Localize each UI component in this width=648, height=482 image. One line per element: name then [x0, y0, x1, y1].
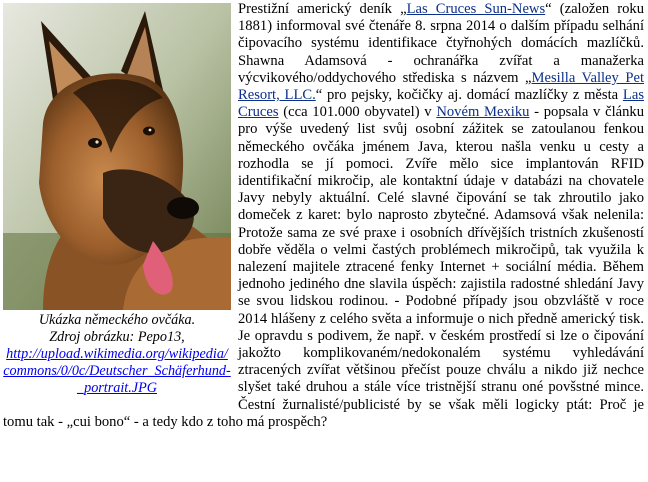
text-segment: Prestižní americký deník „ [238, 1, 407, 17]
figure [3, 3, 231, 397]
link-las-cruces[interactable]: Las Cruces [238, 87, 644, 121]
caption-source-link[interactable]: http://upload.wikimedia.org/wikipedia/commons/0/0c/Deutscher_Schäferhund-_portrait.JPG [3, 346, 231, 396]
caption-source: Zdroj obrázku: Pepo13, [49, 329, 185, 345]
article-page [3, 1, 644, 431]
figure-caption [3, 312, 231, 397]
caption-title: Ukázka německého ovčáka. [38, 312, 196, 328]
text-segment: “ (založen roku 1881) informoval své čtenáře 8. srpna 2014 o dalším případu selhání čipovacího systému identifikace čtyřnohých domácích mazlíčků. Shawna Adamsová - ochranářka zvířat a manažerka výcvikového/oddychového střediska s názvem „ [238, 1, 644, 86]
text-segment: - popsala v článku pro výše uvedený list svůj osobní zážitek se zatoulanou fenkou německého ovčáka jménem Java, kterou našla venku u cesty a rozhodla se jí pomoci. Zvíře mělo sice implantován RFID identifikační mikročip, ale kontaktní údaje v databázi na chovatele Javy nebyly aktuální. Celé slavné čipování se tak zhroutilo jako domeček z karet: bylo naprosto zbytečné. Adamsová však nelenila: Protože sama ze své praxe i osobních dřívějších tristních zkušeností dobře věděla o velmi častých problémech mikročipů, tak využila k nalezení majitele ztracené fenky Internet + sociální média. Během jednoho jediného dne slavila úspěch: zajistila radostné shledání Javy se svou lidskou rodinou. - Podobné případy jsou obzvláště v roce 2014 hlášeny z celého světa a informuje o nich předně americký tisk. Je opravdu s podivem, že např. v českém prostředí si lze o čipování jakožto komplikovaném/nedokonalém systému vyhledávání ztracených zvířat většinou přečíst pouze chválu a nikdo již nechce slyšet také druhou a stále více tristnější stranu oné povšstné mince. Čestní žurnalisté/publicisté by se však měli logicky ptát: Proč je tomu tak - „cui bono“ - a tedy kdo z toho má prospěch? [3, 104, 644, 430]
text-segment: “ pro pejsky, kočičky aj. domácí mazlíčky z města [315, 87, 623, 104]
link-nove-mexiko[interactable]: Novém Mexiku [436, 104, 530, 121]
link-mesilla-valley-pet-resort[interactable]: Mesilla Valley Pet Resort, LLC. [238, 69, 644, 104]
dog-photo [3, 3, 231, 310]
link-las-cruces-sun-news[interactable]: Las Cruces Sun-News [406, 1, 546, 17]
text-segment: (cca 101.000 obyvatel) v [278, 104, 437, 121]
